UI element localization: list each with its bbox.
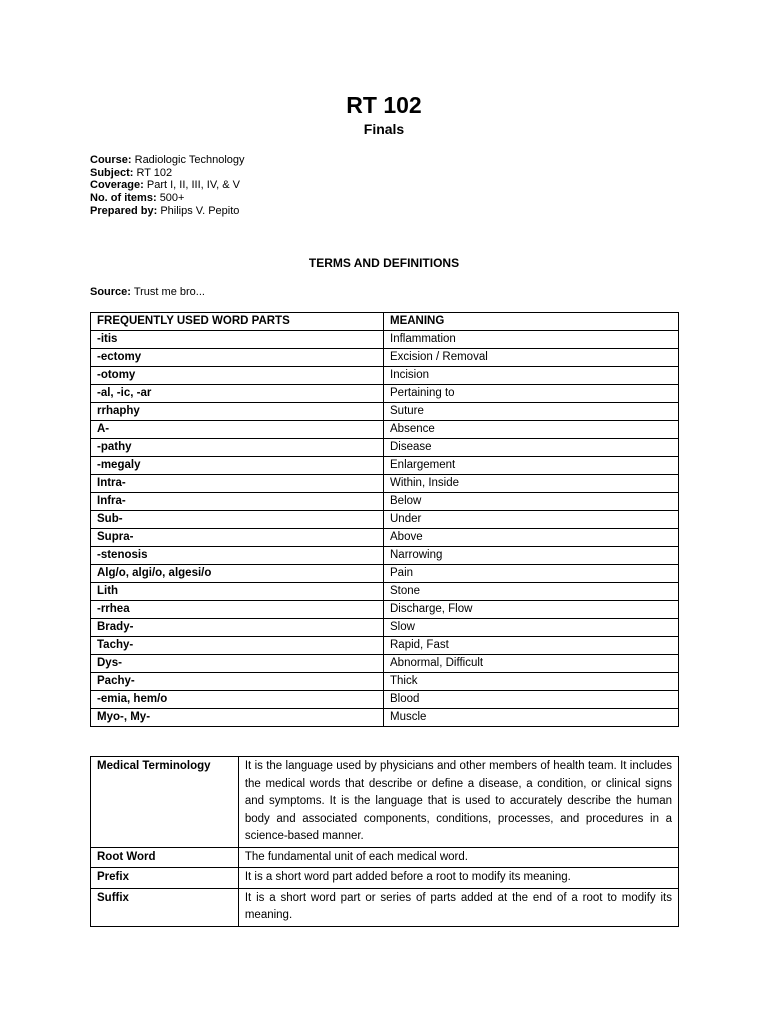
section-heading: TERMS AND DEFINITIONS	[308, 256, 460, 270]
meaning-cell: Enlargement	[384, 457, 679, 475]
table-row	[91, 847, 679, 868]
table-row	[91, 529, 679, 547]
meaning-cell: Pain	[384, 565, 679, 583]
meaning-cell: Disease	[384, 439, 679, 457]
document-meta	[90, 154, 245, 218]
definitions-body	[91, 757, 679, 927]
meta-label: Prepared by:	[90, 204, 158, 217]
meaning-cell: Muscle	[384, 709, 679, 727]
word-part-cell: -stenosis	[91, 547, 384, 565]
word-part-cell: Myo-, My-	[91, 709, 384, 727]
meaning-cell: Excision / Removal	[384, 349, 679, 367]
table-row	[91, 709, 679, 727]
table-row	[91, 367, 679, 385]
meta-label: Course:	[90, 154, 132, 166]
word-part-cell: -itis	[91, 331, 384, 349]
meaning-cell: Narrowing	[384, 547, 679, 565]
table-row	[91, 493, 679, 511]
meta-value: 500+	[159, 192, 185, 205]
table-row	[91, 868, 679, 889]
meaning-cell: Below	[384, 493, 679, 511]
word-part-cell: Sub-	[91, 511, 384, 529]
table-row	[91, 349, 679, 367]
word-parts-body	[91, 313, 679, 727]
table-row	[91, 331, 679, 349]
table-row	[91, 637, 679, 655]
table-row	[91, 655, 679, 673]
word-part-cell: Intra-	[91, 475, 384, 493]
meta-label: No. of items:	[90, 192, 157, 205]
table-row	[91, 583, 679, 601]
word-part-cell: Alg/o, algi/o, algesi/o	[91, 565, 384, 583]
header-word-parts: FREQUENTLY USED WORD PARTS	[91, 313, 384, 331]
word-part-cell: -emia, hem/o	[91, 691, 384, 709]
table-row	[91, 385, 679, 403]
word-parts-table	[90, 312, 679, 727]
meaning-cell: Within, Inside	[384, 475, 679, 493]
definition-cell: The fundamental unit of each medical word.	[238, 847, 678, 868]
meaning-cell: Above	[384, 529, 679, 547]
meaning-cell: Incision	[384, 367, 679, 385]
meta-coverage	[90, 179, 245, 192]
source-value: Trust me bro...	[133, 286, 205, 298]
meaning-cell: Inflammation	[384, 331, 679, 349]
meta-value: RT 102	[136, 166, 173, 179]
definitions-table	[90, 756, 679, 927]
header-meaning: MEANING	[384, 313, 679, 331]
table-header-row	[91, 313, 679, 331]
table-row	[91, 888, 679, 926]
table-row	[91, 619, 679, 637]
meaning-cell: Slow	[384, 619, 679, 637]
meaning-cell: Thick	[384, 673, 679, 691]
meta-label: Subject:	[90, 166, 134, 179]
meta-items	[90, 192, 245, 205]
table-row	[91, 457, 679, 475]
word-part-cell: -megaly	[91, 457, 384, 475]
word-part-cell: rrhaphy	[91, 403, 384, 421]
word-part-cell: A-	[91, 421, 384, 439]
source-label: Source:	[90, 286, 131, 298]
meta-value: Philips V. Pepito	[160, 204, 240, 217]
source-line	[90, 285, 205, 299]
word-part-cell: Infra-	[91, 493, 384, 511]
word-part-cell: Tachy-	[91, 637, 384, 655]
term-cell: Medical Terminology	[91, 757, 239, 848]
definition-cell: It is a short word part or series of parts added at the end of a root to modify its meaning.	[238, 888, 678, 926]
meaning-cell: Blood	[384, 691, 679, 709]
word-part-cell: Supra-	[91, 529, 384, 547]
table-row	[91, 601, 679, 619]
meaning-cell: Pertaining to	[384, 385, 679, 403]
table-row	[91, 673, 679, 691]
page-subtitle: Finals	[363, 121, 405, 137]
word-part-cell: Pachy-	[91, 673, 384, 691]
meaning-cell: Under	[384, 511, 679, 529]
table-row	[91, 403, 679, 421]
meta-label: Coverage:	[90, 179, 144, 192]
word-part-cell: -ectomy	[91, 349, 384, 367]
term-cell: Prefix	[91, 868, 239, 889]
definition-cell: It is the language used by physicians and other members of health team. It includes the medical words that describe or define a disease, a condition, or clinical signs and symptoms. It is the language that is used to accurately describe the human body and associated components, conditions, processes, and procedures in a science-based manner.	[238, 757, 678, 848]
word-part-cell: Dys-	[91, 655, 384, 673]
meta-course	[90, 154, 245, 167]
page-title: RT 102	[346, 92, 422, 118]
definition-cell: It is a short word part added before a root to modify its meaning.	[238, 868, 678, 889]
term-cell: Suffix	[91, 888, 239, 926]
meta-value: Part I, II, III, IV, & V	[146, 179, 240, 192]
meaning-cell: Rapid, Fast	[384, 637, 679, 655]
meaning-cell: Abnormal, Difficult	[384, 655, 679, 673]
table-row	[91, 439, 679, 457]
word-part-cell: -rrhea	[91, 601, 384, 619]
table-row	[91, 511, 679, 529]
word-part-cell: Lith	[91, 583, 384, 601]
meta-value: Radiologic Technology	[134, 154, 245, 166]
table-row	[91, 421, 679, 439]
meta-prepared-by	[90, 205, 245, 218]
word-part-cell: -al, -ic, -ar	[91, 385, 384, 403]
term-cell: Root Word	[91, 847, 239, 868]
table-row	[91, 565, 679, 583]
word-part-cell: -pathy	[91, 439, 384, 457]
meaning-cell: Stone	[384, 583, 679, 601]
meaning-cell: Absence	[384, 421, 679, 439]
table-row	[91, 757, 679, 848]
table-row	[91, 547, 679, 565]
meaning-cell: Suture	[384, 403, 679, 421]
meaning-cell: Discharge, Flow	[384, 601, 679, 619]
word-part-cell: Brady-	[91, 619, 384, 637]
table-row	[91, 475, 679, 493]
word-part-cell: -otomy	[91, 367, 384, 385]
table-row	[91, 691, 679, 709]
meta-subject	[90, 167, 245, 180]
